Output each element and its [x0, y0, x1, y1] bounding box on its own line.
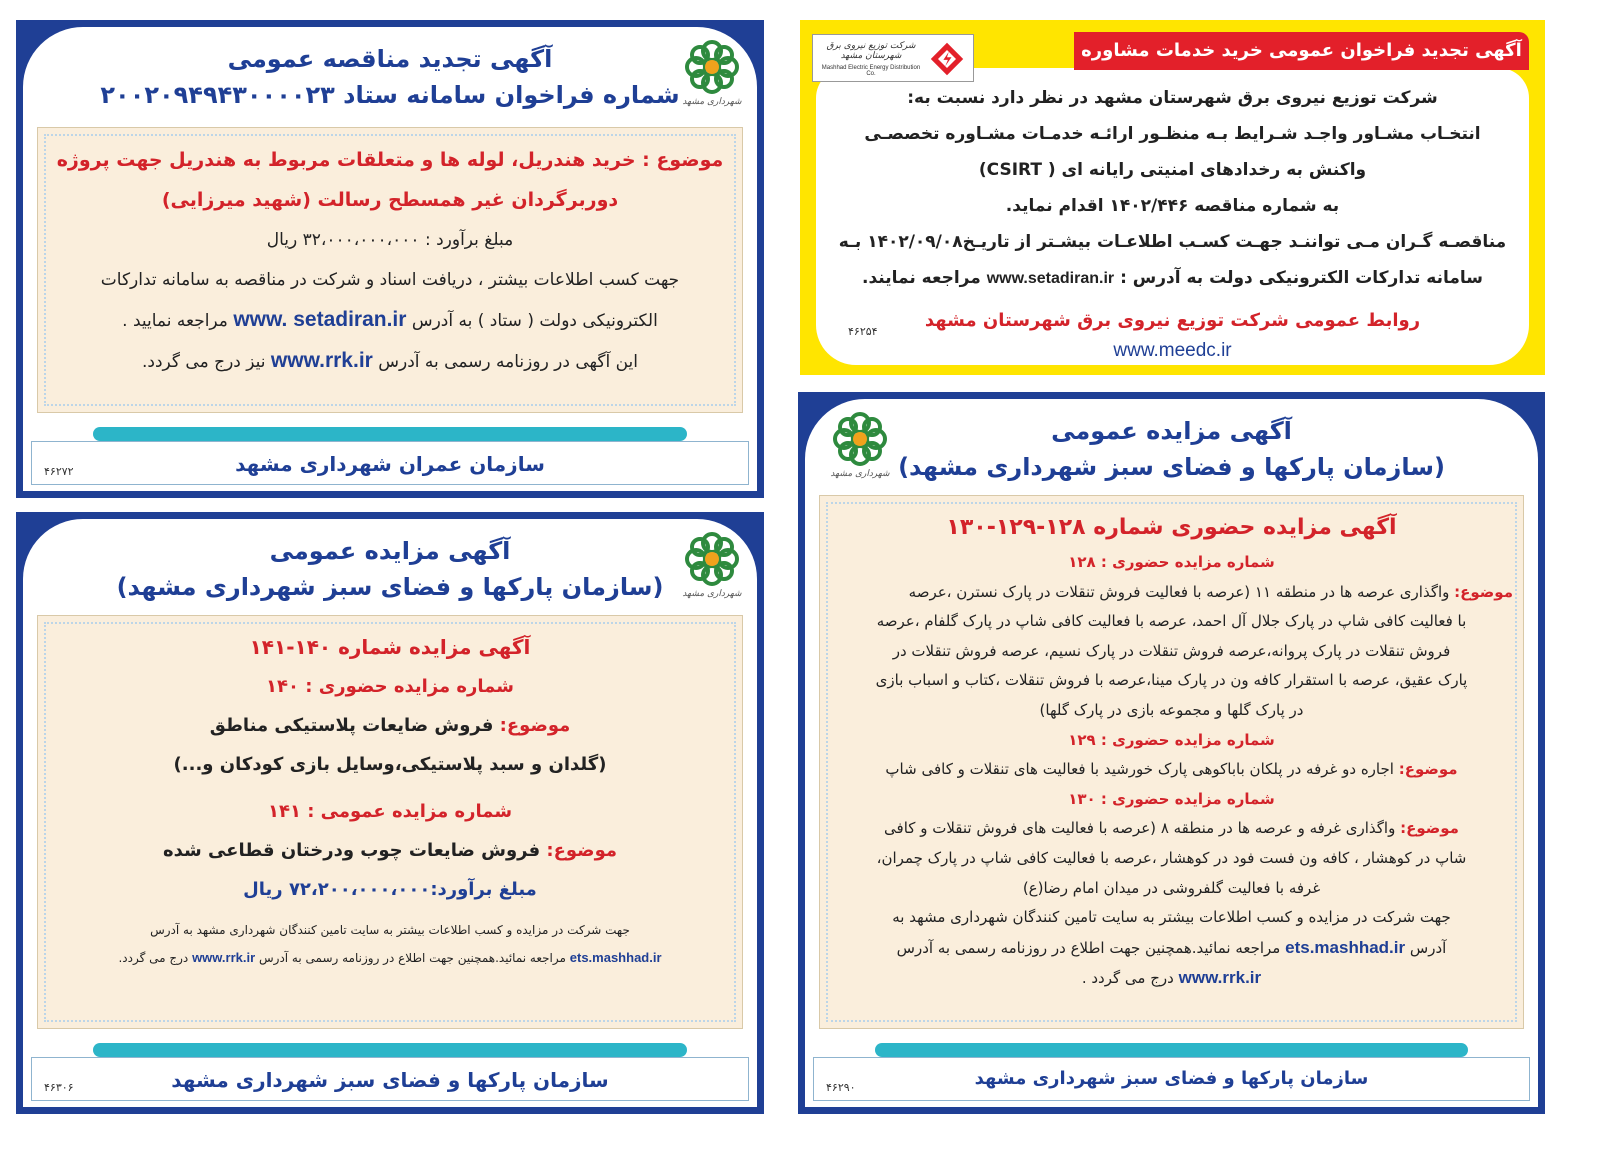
tender-subject-line2: دوربرگردان غیر همسطح رسالت (شهید میرزایی) — [161, 189, 619, 211]
auction-141-estimate: مبلغ برآورد:۷۲،۲۰۰،۰۰۰،۰۰۰ ریال — [243, 879, 537, 900]
footer-box — [813, 1057, 1530, 1101]
auction-141-subject-label: موضوع: — [546, 840, 618, 861]
auction-140-inner — [23, 519, 757, 1107]
auction-128-subject-text5: در پارک گلها و مجموعه بازی در پارک گلها) — [1039, 700, 1304, 719]
auction-128-notice-code: ۴۶۲۹۰ — [826, 1081, 856, 1094]
auction-140-body — [37, 615, 743, 1029]
logo-caption: شهرداری مشهد — [682, 97, 742, 107]
auction-128-info-line3 — [830, 963, 1513, 994]
meedc-website-link[interactable]: www.meedc.ir — [1113, 340, 1232, 361]
auction-140-subject-detail: (گلدان و سبد پلاستیکی،وسایل بازی کودکان و...) — [173, 754, 607, 775]
auction-128-heading: آگهی مزایده حضوری شماره ۱۲۸-۱۲۹-۱۳۰ — [946, 515, 1397, 540]
auction-130-subject-text1: واگذاری غرفه و عرصه ها در منطقه ۸ (عرصه با فعالیت های فروش تنقلات و کافی — [884, 819, 1396, 838]
consulting-line1: شرکت توزیع نیروی برق شهرستان مشهد در نظر دارد نسبت به: — [907, 88, 1438, 108]
consulting-line6-pre: سامانه تدارکات الکترونیکی دولت به آدرس : — [1120, 268, 1483, 288]
consulting-line4: به شماره مناقصه ۱۴۰۲/۴۴۶ اقدام نماید. — [1005, 196, 1340, 216]
auction-128-subject-text1: واگذاری عرصه ها در منطقه ۱۱ (عرصه با فعالیت فروش تنقلات در پارک نسترن ،عرصه — [908, 582, 1450, 601]
meedc-company-logo — [812, 34, 974, 82]
tender-rrk-post: نیز درج می گردد. — [142, 352, 266, 372]
auction-140-heading: آگهی مزایده شماره ۱۴۰-۱۴۱ — [249, 635, 531, 659]
auction-128-footer — [805, 1035, 1538, 1107]
auction-130-text1 — [830, 814, 1513, 844]
consulting-notice-banner: آگهی تجدید فراخوان عمومی خرید خدمات مشاوره — [1074, 32, 1529, 70]
consulting-notice-footer — [820, 310, 1525, 331]
auction-130-subject-label: موضوع: — [1400, 819, 1459, 838]
auction-129-subject-text: اجاره دو غرفه در پلکان باباکوهی پارک خورشید با فعالیت های تنقلات و کافی شاپ — [885, 760, 1394, 779]
auction-140-footer — [23, 1035, 757, 1107]
auction-128-subject-text2: با فعالیت کافی شاپ در پارک جلال آل احمد، عرصه با فعالیت کافی شاپ در پارک گلفام ،عرصه — [876, 612, 1467, 631]
footer-decorative-bar — [93, 427, 687, 441]
auction-129-subject-label: موضوع: — [1398, 760, 1458, 779]
flower-emblem-icon — [681, 37, 743, 97]
auction-128-body — [819, 495, 1524, 1029]
rrk-link[interactable]: www.rrk.ir — [1178, 968, 1262, 988]
auction-128-title: آگهی مزایده عمومی — [1051, 417, 1292, 445]
footer-box — [31, 441, 749, 485]
auction-130-number: شماره مزایده حضوری : ۱۳۰ — [1068, 789, 1275, 808]
tender-notice-header — [23, 27, 757, 127]
tender-notice-subtitle: شماره فراخوان سامانه ستاد ۲۰۰۲۰۹۴۹۴۳۰۰۰۰۲۳ — [100, 81, 680, 109]
auction-140-header — [23, 519, 757, 619]
consulting-line6-post: مراجعه نمایند. — [861, 268, 981, 288]
tender-estimate: مبلغ برآورد : ۳۲،۰۰۰،۰۰۰،۰۰۰ ریال — [266, 230, 514, 250]
auction-140-number: شماره مزایده حضوری : ۱۴۰ — [266, 676, 514, 697]
auction-128-subject-text3: فروش تنقلات در پارک پروانه،عرصه فروش تنقلات در پارک نسیم، عرصه فروش تنقلات در — [892, 641, 1451, 660]
consulting-line3: واکنش به رخدادهای امنیتی رایانه ای ( CSIRT) — [978, 160, 1367, 180]
consulting-notice-text — [820, 80, 1525, 297]
auction-128-info-post: درج می گردد . — [1081, 969, 1174, 988]
auction-141-subject — [52, 831, 728, 870]
auction-140-info-line2 — [52, 945, 728, 971]
tender-rrk-line — [52, 341, 728, 382]
tender-footer-organization: سازمان عمران شهرداری مشهد — [235, 452, 545, 476]
flower-emblem-icon — [829, 409, 891, 469]
consulting-public-relations: روابط عمومی شرکت توزیع نیروی برق شهرستان مشهد — [924, 310, 1421, 331]
auction-140-subject-text: فروش ضایعات پلاستیکی مناطق — [209, 715, 494, 736]
rrk-link[interactable]: www.rrk.ir — [192, 950, 256, 965]
auction-140-subject-label: موضوع: — [499, 715, 571, 736]
auction-128-subtitle: (سازمان پارکها و فضای سبز شهرداری مشهد) — [898, 453, 1445, 481]
ets-mashhad-link[interactable]: ets.mashhad.ir — [569, 950, 662, 965]
consulting-line5: مناقصـه گـران مـی تواننـد جهـت کسـب اطلاعـات بیشـتر از تاریـخ۱۴۰۲/۰۹/۰۸ بـه — [838, 232, 1507, 252]
auction-140-notice-code: ۴۶۳۰۶ — [44, 1081, 74, 1094]
auction-140-panel — [16, 512, 764, 1114]
auction-128-inner — [805, 399, 1538, 1107]
logo-caption: شهرداری مشهد — [830, 469, 890, 479]
mashhad-municipality-logo — [681, 529, 743, 605]
auction-128-text1 — [830, 578, 1513, 608]
auction-130-subject-text2: شاپ در کوهشار ، کافه ون فست فود در کوهشار ،عرصه با فعالیت کافی شاپ در پارک چمران، — [876, 848, 1467, 867]
tender-notice-footer — [23, 419, 757, 491]
flower-emblem-icon — [681, 529, 743, 589]
tender-info-line2 — [52, 300, 728, 341]
consulting-setadiran-link[interactable]: www.setadiran.ir — [986, 270, 1115, 287]
tender-notice-code: ۴۶۲۷۲ — [44, 465, 74, 478]
meedc-logo-english: Mashhad Electric Energy Distribution Co. — [821, 65, 921, 77]
tender-rrk-pre: این آگهی در روزنامه رسمی به آدرس — [378, 352, 638, 372]
logo-caption: شهرداری مشهد — [682, 589, 742, 599]
consulting-notice-code: ۴۶۲۵۴ — [848, 325, 878, 338]
auction-128-subject-label: موضوع: — [1454, 582, 1513, 601]
tender-notice-title: آگهی تجدید مناقصه عمومی — [227, 45, 553, 73]
auction-140-info-post: درج می گردد. — [118, 951, 189, 965]
auction-140-subtitle: (سازمان پارکها و فضای سبز شهرداری مشهد) — [116, 573, 664, 601]
auction-129-number: شماره مزایده حضوری : ۱۲۹ — [1068, 730, 1275, 749]
rrk-link[interactable]: www.rrk.ir — [270, 349, 373, 372]
tender-info-line2-post: مراجعه نمایید . — [122, 311, 228, 331]
mashhad-municipality-logo — [829, 409, 891, 485]
auction-140-footer-organization: سازمان پارکها و فضای سبز شهرداری مشهد — [171, 1068, 609, 1092]
meedc-emblem-icon — [929, 41, 965, 77]
auction-128-subject-text4: پارک عقیق، عرصه با استقرار کافه ون در پارک مینا،عرصه با فروش تنقلات ،کتاب و اسباب بازی — [875, 671, 1468, 690]
auction-129-text — [830, 755, 1513, 785]
footer-decorative-bar — [875, 1043, 1468, 1057]
tender-info-line1: جهت کسب اطلاعات بیشتر ، دریافت اسناد و شرکت در مناقصه به سامانه تدارکات — [100, 270, 680, 290]
mashhad-municipality-logo — [681, 37, 743, 113]
auction-140-info-line1: جهت شرکت در مزایده و کسب اطلاعات بیشتر به سایت تامین کنندگان شهرداری مشهد به آدرس — [150, 923, 630, 937]
tender-notice-panel — [16, 20, 764, 498]
auction-140-subject — [52, 706, 728, 745]
auction-128-info-line1: جهت شرکت در مزایده و کسب اطلاعات بیشتر به سایت تامین کنندگان شهرداری مشهد به — [892, 908, 1451, 927]
consulting-line2: انتخـاب مشـاور واجـد شـرایط بـه منظـور ارائـه خدمـات مشـاوره تخصصـی — [864, 124, 1481, 144]
meedc-logo-text: شرکت توزیع نیروی برق شهرستان مشهد — [826, 41, 916, 61]
auction-130-subject-text3: غرفه با فعالیت گلفروشی در میدان امام رضا(ع) — [1022, 878, 1321, 897]
auction-128-footer-organization: سازمان پارکها و فضای سبز شهرداری مشهد — [974, 1068, 1369, 1089]
consulting-line6 — [820, 260, 1525, 297]
auction-128-info-line2-post: مراجعه نمائید.همچنین جهت اطلاع در روزنامه رسمی به آدرس — [896, 938, 1281, 957]
tender-subject-line1: موضوع : خرید هندریل، لوله ها و متعلقات مربوط به هندریل جهت پروژه — [56, 149, 724, 171]
auction-140-info-mid: مراجعه نمائید.همچنین جهت اطلاع در روزنامه رسمی به آدرس — [259, 951, 566, 965]
auction-141-number: شماره مزایده عمومی : ۱۴۱ — [267, 801, 513, 822]
ets-mashhad-link[interactable]: ets.mashhad.ir — [1285, 937, 1406, 957]
tender-notice-inner — [23, 27, 757, 491]
tender-info-line2-pre: الکترونیکی دولت ( ستاد ) به آدرس — [411, 311, 658, 331]
consulting-notice-panel — [800, 20, 1545, 375]
auction-140-title: آگهی مزایده عمومی — [269, 537, 511, 565]
auction-141-subject-text: فروش ضایعات چوب ودرختان قطاعی شده — [162, 840, 541, 861]
footer-box — [31, 1057, 749, 1101]
auction-128-info-line2-pre: آدرس — [1409, 938, 1447, 957]
auction-128-info-line2 — [830, 933, 1513, 964]
setadiran-link[interactable]: www. setadiran.ir — [233, 308, 407, 331]
tender-notice-body — [37, 127, 743, 413]
auction-128-header — [805, 399, 1538, 499]
auction-128-panel — [798, 392, 1545, 1114]
auction-128-number: شماره مزایده حضوری : ۱۲۸ — [1068, 553, 1275, 571]
footer-decorative-bar — [93, 1043, 687, 1057]
